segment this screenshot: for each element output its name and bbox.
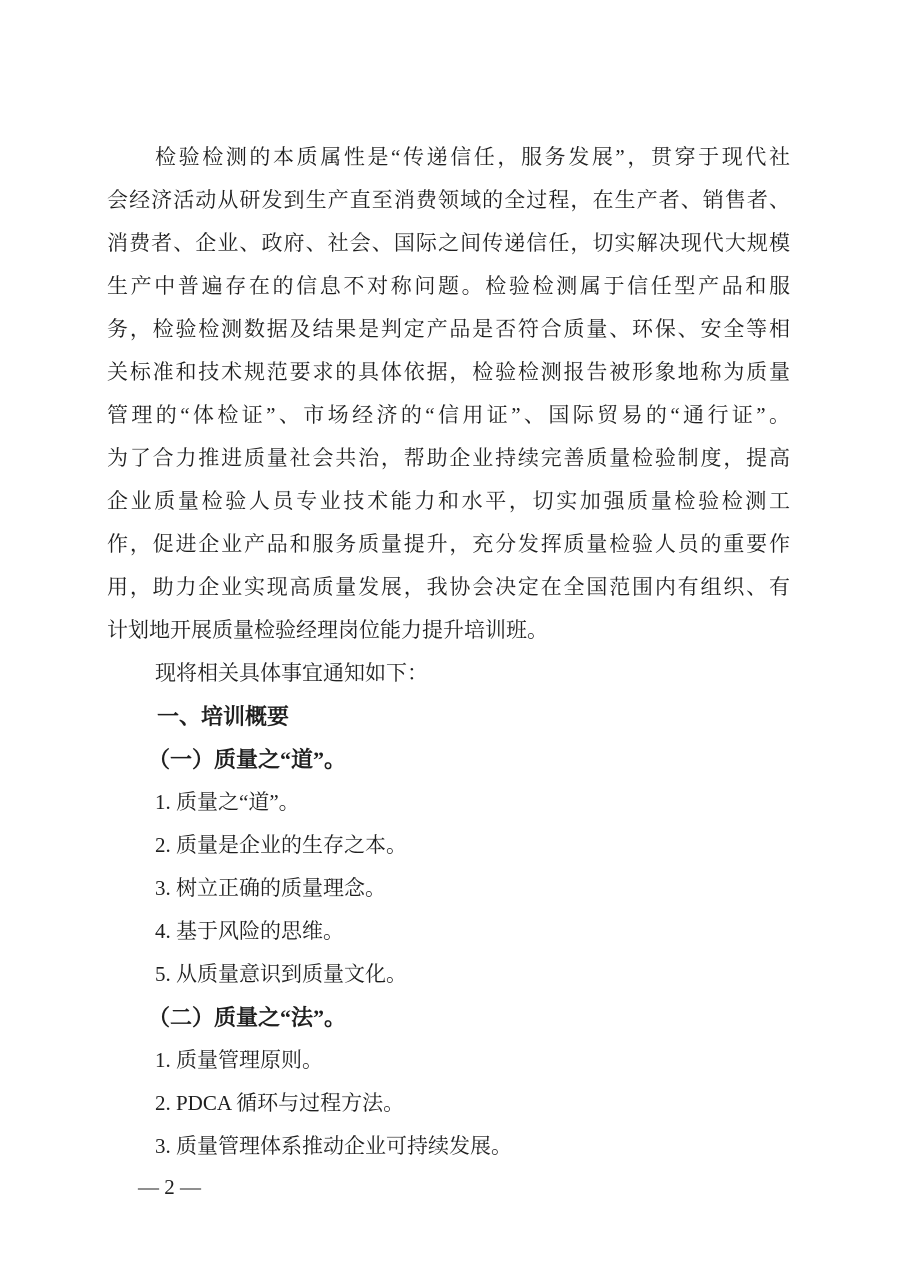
intro-line: 检验检测的本质属性是“传递信任，服务发展”，贯穿于现代社: [155, 145, 790, 169]
list-item: 3. 质量管理体系推动企业可持续发展。: [155, 1134, 512, 1158]
subsection-heading-quality-dao: （一）质量之“道”。: [148, 747, 347, 772]
section-heading-training-overview: 一、培训概要: [157, 704, 290, 729]
intro-line: 作，促进企业产品和服务质量提升，充分发挥质量检验人员的重要作: [107, 532, 790, 556]
intro-line: 企业质量检验人员专业技术能力和水平，切实加强质量检验检测工: [107, 489, 790, 513]
intro-line: 生产中普遍存在的信息不对称问题。检验检测属于信任型产品和服: [107, 274, 790, 298]
list-item: 2. 质量是企业的生存之本。: [155, 833, 407, 857]
list-item: 1. 质量管理原则。: [155, 1048, 323, 1072]
intro-line: 消费者、企业、政府、社会、国际之间传递信任，切实解决现代大规模: [107, 231, 790, 255]
list-item: 5. 从质量意识到质量文化。: [155, 962, 407, 986]
subsection-heading-quality-fa: （二）质量之“法”。: [148, 1005, 347, 1030]
intro-line: 务，检验检测数据及结果是判定产品是否符合质量、环保、安全等相: [107, 317, 790, 341]
intro-line: 用，助力企业实现高质量发展，我协会决定在全国范围内有组织、有: [107, 575, 790, 599]
intro-line: 计划地开展质量检验经理岗位能力提升培训班。: [107, 618, 548, 642]
list-item: 2. PDCA 循环与过程方法。: [155, 1091, 405, 1115]
intro-line: 管理的“体检证”、市场经济的“信用证”、国际贸易的“通行证”。: [107, 403, 790, 427]
page-number: — 2 —: [138, 1175, 201, 1199]
intro-line: 关标准和技术规范要求的具体依据，检验检测报告被形象地称为质量: [107, 360, 790, 384]
intro-line: 会经济活动从研发到生产直至消费领域的全过程，在生产者、销售者、: [107, 188, 790, 212]
document-body: [107, 136, 790, 1168]
list-item: 3. 树立正确的质量理念。: [155, 876, 386, 900]
list-item: 1. 质量之“道”。: [155, 790, 300, 814]
intro-line: 为了合力推进质量社会共治，帮助企业持续完善质量检验制度，提高: [107, 446, 790, 470]
list-item: 4. 基于风险的思维。: [155, 919, 344, 943]
notice-line: 现将相关具体事宜通知如下：: [155, 661, 428, 685]
